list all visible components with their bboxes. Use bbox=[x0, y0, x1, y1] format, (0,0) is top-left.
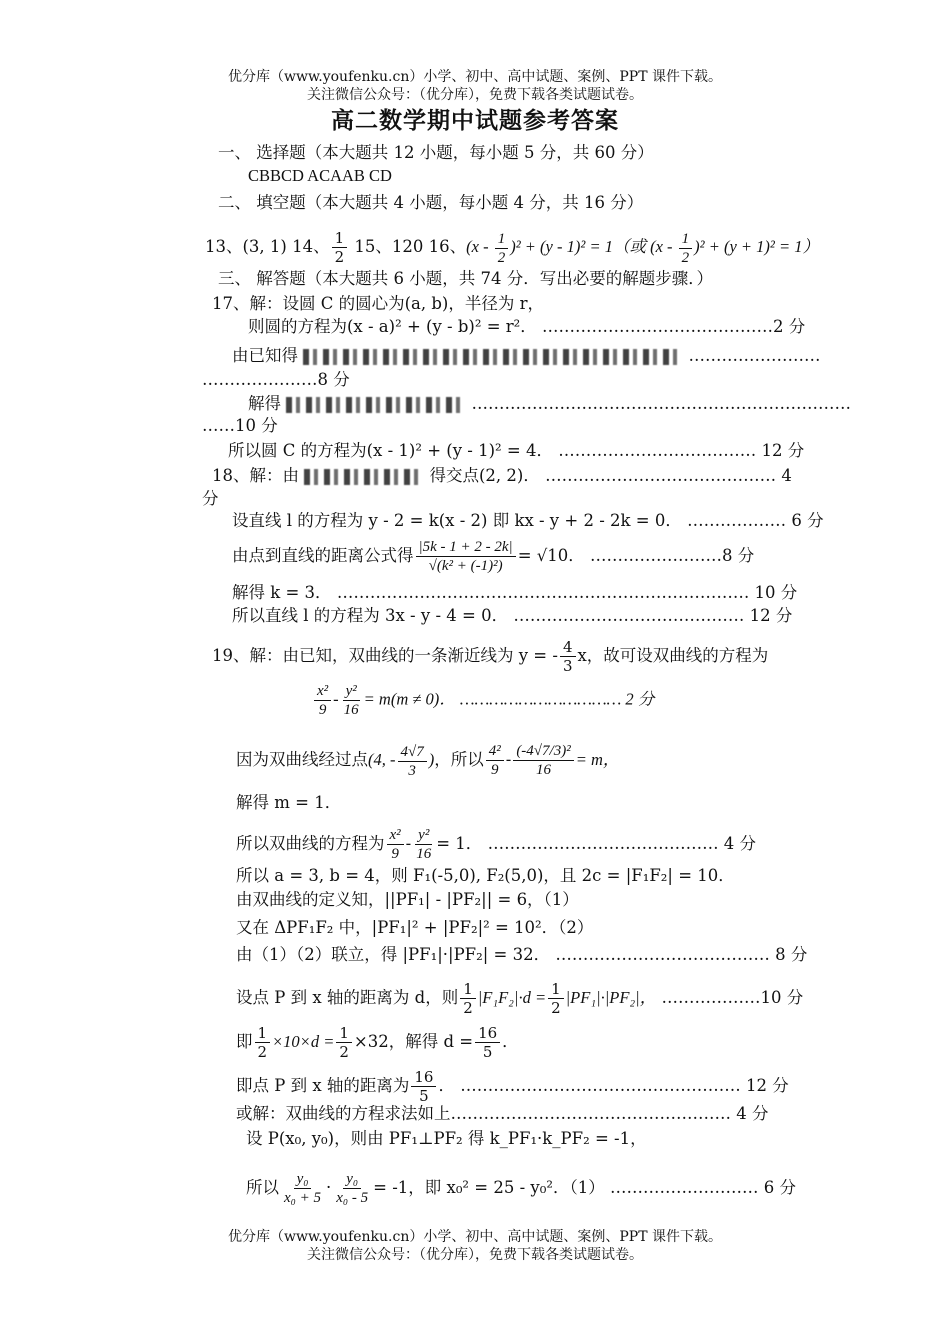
q17-solution-image bbox=[286, 397, 466, 413]
q17-line-3 bbox=[232, 345, 821, 367]
q17-result: 所以圆 C 的方程为(x - 1)² + (y - 1)² = 4． bbox=[228, 441, 553, 460]
q19-line-10: 设点 P 到 x 轴的距离为 d，则 $\frac{1}{2}$ |F₁F₂|·d = $\frac{1}{2}$ |PF₁|·|PF₂|， ………………10 分 bbox=[236, 980, 804, 1017]
q19-score-4: …………………………………… 4 分 bbox=[487, 834, 757, 853]
footer-line-1: 优分库（www.youfenku.cn）小学、初中、高中试题、案例、PPT 课件下载。 bbox=[227, 1229, 722, 1245]
q18-line-3 bbox=[232, 538, 754, 575]
q18-line-4 bbox=[232, 582, 797, 604]
q19-line-1 bbox=[212, 638, 768, 675]
q18-system-image bbox=[304, 469, 424, 485]
q18-line-2 bbox=[232, 510, 824, 532]
q17-line-5 bbox=[228, 440, 804, 462]
section2-heading: 二、 填空题（本大题共 4 小题，每小题 4 分，共 16 分） bbox=[218, 193, 644, 212]
q18-sqrt10: = √10． bbox=[517, 546, 585, 565]
page-title: 高二数学期中试题参考答案 bbox=[331, 107, 619, 134]
choice-answers: CBBCD ACAAB CD bbox=[248, 166, 392, 185]
q19-line-8: 又在 ΔPF₁F₂ 中，|PF₁|² + |PF₂|² = 10²．（2） bbox=[236, 918, 594, 937]
header-line-2: 关注微信公众号：（优分库），免费下载各类试题试卷。 bbox=[307, 87, 643, 103]
q15-answer: 15、120 bbox=[354, 237, 424, 256]
q17-equation: 则圆的方程为(x - a)² + (y - b)² = r²． bbox=[248, 317, 537, 336]
q18-line-eq: 设直线 l 的方程为 y - 2 = k(x - 2) 即 kx - y + 2 - 2k = 0． bbox=[232, 511, 682, 530]
q19-score-12: …………………………………………… 12 分 bbox=[460, 1076, 789, 1095]
q17-line-4 bbox=[248, 393, 851, 415]
q14-answer: 14、 bbox=[292, 237, 330, 256]
q19-line-14: 设 P(x₀, y₀)，则由 PF₁⊥PF₂ 得 k_PF₁·k_PF₂ = -1， bbox=[246, 1129, 647, 1148]
q18-result: 所以直线 l 的方程为 3x - y - 4 = 0． bbox=[232, 606, 509, 625]
section1-heading: 一、 选择题（本大题共 12 小题，每小题 5 分，共 60 分） bbox=[218, 143, 654, 162]
q19-score-10: ………………10 分 bbox=[661, 988, 804, 1007]
q18-line-5 bbox=[232, 605, 792, 627]
q19-score-2: …………………………… 2 分 bbox=[459, 689, 655, 709]
q19-line-13: 或解：双曲线的方程求法如上…………………………………………… 4 分 bbox=[236, 1104, 769, 1123]
q19-asymptote: 19、解：由已知，双曲线的一条渐近线为 y = - bbox=[212, 646, 558, 665]
q19-line-6: 所以 a = 3, b = 4，则 F₁(-5,0), F₂(5,0)，且 2c = |F₁F₂| = 10． bbox=[236, 866, 735, 885]
q19-score-8: ………………………………… 8 分 bbox=[555, 945, 808, 964]
q19-equation-label: 所以双曲线的方程为 bbox=[236, 834, 385, 853]
q17-given-label: 由已知得 bbox=[232, 346, 298, 365]
q18-line-1 bbox=[212, 465, 792, 487]
q17-score-2: ……………………………………2 分 bbox=[542, 317, 806, 336]
q19-line-15: 所以 $\frac{\text{y₀}}{\text{x₀ + 5}}$ · $\frac{\text{y₀}}{\text{x₀ - 5}}$ = -1，即 x₀² = 25 - y₀²．（1） ……………………… 6 分 bbox=[246, 1171, 796, 1206]
q19-line-4: 解得 m = 1． bbox=[236, 793, 342, 812]
q13-answer: 13、(3, 1) bbox=[205, 237, 287, 256]
q17-score-10: ……10 分 bbox=[202, 416, 278, 435]
q17-system-equations-image bbox=[303, 349, 683, 365]
q19-line-9: 由（1）（2）联立，得 |PF₁|·|PF₂| = 32． ………………………………… 8 分 bbox=[236, 945, 808, 964]
q17-line-2 bbox=[248, 316, 805, 338]
q19-line-11: 即 $\frac{1}{2}$ ×10×d = $\frac{1}{2}$ ×32，解得 d = $\frac{16}{5}$ ． bbox=[236, 1024, 519, 1061]
q18-intersection: 得交点(2, 2)． bbox=[429, 466, 540, 485]
q19-line-5: 所以双曲线的方程为 $\frac{\text{x²}}{9}$ - $\frac{\text{y²}}{16}$ = 1． …………………………………… 4 分 bbox=[236, 827, 757, 862]
q19-setup: x，故可设双曲线的方程为 bbox=[577, 646, 769, 665]
q18-k-value: 解得 k = 3． bbox=[232, 583, 332, 602]
q19-point-label: 因为双曲线经过点 bbox=[236, 750, 368, 769]
q18-score-10: ………………………………………………………………… 10 分 bbox=[336, 583, 798, 602]
q18-distance-fraction: $\frac{|5k - 1 + 2 - 2k|}{\text{√(k² + (-1)²)}}$ bbox=[416, 538, 516, 575]
q17-dots-2: …………………………………………………………… bbox=[471, 394, 851, 413]
q17-line-1: 17、解：设圆 C 的圆心为(a, b)，半径为 r， bbox=[212, 294, 545, 313]
q18-distance-label: 由点到直线的距离公式得 bbox=[232, 546, 414, 565]
q18-by-label: 18、解：由 bbox=[212, 466, 299, 485]
q19-slope: $\frac{4}{3}$ bbox=[560, 638, 576, 675]
footer-line-2: 关注微信公众号：（优分库），免费下载各类试题试卷。 bbox=[307, 1247, 643, 1263]
section3-heading: 三、 解答题（本大题共 6 小题，共 74 分．写出必要的解题步骤．） bbox=[218, 269, 713, 288]
q14-fraction: $\frac{1}{2}$ bbox=[332, 229, 348, 266]
q17-solve-label: 解得 bbox=[248, 394, 281, 413]
q19-line-2: $\frac{\text{x²}}{9}$ - $\frac{\text{y²}}{16}$ = m(m ≠ 0)． …………………………… 2 分 bbox=[312, 682, 654, 719]
q19-line-3: 因为双曲线经过点(4, - $\frac{4√7}{3}$ )，所以 $\frac{\text{4²}}{9}$ - $\frac{\text{(-4√7/3)²}}{16}$ = m， bbox=[236, 743, 620, 779]
header-line-1: 优分库（www.youfenku.cn）小学、初中、高中试题、案例、PPT 课件下载。 bbox=[227, 69, 722, 85]
q18-dots: …………………………………… 4 bbox=[545, 466, 792, 485]
q19-alt-score-6: ……………………… 6 分 bbox=[609, 1178, 796, 1197]
q17-score-12: ……………………………… 12 分 bbox=[558, 441, 805, 460]
q16-formula: (x - $\frac{1}{2}$ )² + (y - 1)² = 1（或 (x - $\frac{1}{2}$ )² + (y + 1)² = 1） bbox=[466, 230, 819, 266]
q18-score-6: ……………… 6 分 bbox=[687, 511, 824, 530]
fill-answers bbox=[205, 229, 819, 267]
q18-score-8: ……………………8 分 bbox=[590, 546, 755, 565]
q19-alt-score-4: …………………………………………… 4 分 bbox=[450, 1104, 769, 1123]
q19-line-12: 即点 P 到 x 轴的距离为 $\frac{16}{5}$ ． …………………………………………… 12 分 bbox=[236, 1068, 789, 1105]
q19-line-7: 由双曲线的定义知，||PF₁| - |PF₂|| = 6，（1） bbox=[236, 890, 579, 909]
q18-score-4: 分 bbox=[202, 489, 219, 508]
q18-score-12: …………………………………… 12 分 bbox=[513, 606, 793, 625]
q17-dots: …………………… bbox=[688, 346, 821, 365]
q17-score-8: …………………8 分 bbox=[202, 370, 350, 389]
q16-answer: 16、 bbox=[428, 237, 467, 256]
